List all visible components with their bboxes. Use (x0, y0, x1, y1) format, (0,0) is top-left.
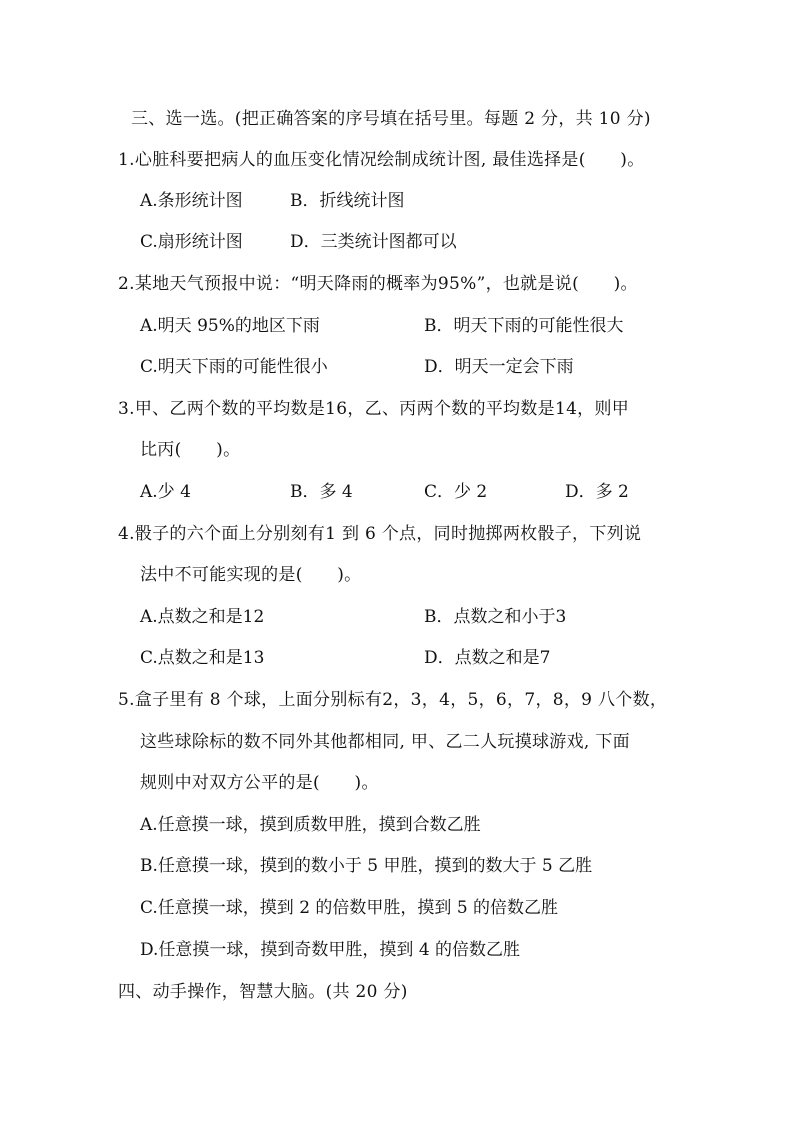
question-5-option-b: B.任意摸一球，摸到的数小于 5 甲胜，摸到的数大于 5 乙胜 (140, 856, 593, 876)
question-4-option-a: A.点数之和是12 (140, 607, 265, 627)
question-1-option-b: B．折线统计图 (290, 191, 405, 211)
question-3-option-d: D．多 2 (565, 482, 629, 502)
question-5-stem-line-1: 5.盒子里有 8 个球，上面分别标有2，3，4，5，6，7，8，9 八个数， (118, 690, 668, 710)
question-5-option-d: D.任意摸一球，摸到奇数甲胜，摸到 4 的倍数乙胜 (140, 940, 521, 960)
question-1-stem: 1.心脏科要把病人的血压变化情况绘制成统计图, 最佳选择是( )。 (118, 150, 645, 170)
question-4-option-c: C.点数之和是13 (140, 648, 265, 668)
question-2-option-a: A.明天 95%的地区下雨 (140, 316, 320, 336)
question-3-option-b: B．多 4 (290, 482, 353, 502)
question-4-stem-line-1: 4.骰子的六个面上分别刻有1 到 6 个点，同时抛掷两枚骰子，下列说 (118, 524, 642, 544)
question-3-option-c: C．少 2 (424, 482, 488, 502)
question-1-option-c: C.扇形统计图 (140, 232, 243, 252)
question-3-option-a: A.少 4 (140, 482, 191, 502)
question-2-option-b: B．明天下雨的可能性很大 (424, 316, 624, 336)
question-5-option-a: A.任意摸一球，摸到质数甲胜，摸到合数乙胜 (140, 815, 481, 835)
question-5-option-c: C.任意摸一球，摸到 2 的倍数甲胜，摸到 5 的倍数乙胜 (140, 898, 559, 918)
section-3-heading: 三、选一选。(把正确答案的序号填在括号里。每题 2 分，共 10 分) (131, 109, 651, 129)
section-4-heading: 四、动手操作，智慧大脑。(共 20 分) (118, 982, 408, 1002)
question-3-stem-line-2: 比丙( )。 (140, 440, 241, 460)
question-5-stem-line-2: 这些球除标的数不同外其他都相同, 甲、乙二人玩摸球游戏, 下面 (140, 732, 630, 752)
question-4-stem-line-2: 法中不可能实现的是( )。 (140, 565, 362, 585)
question-2-option-d: D．明天一定会下雨 (424, 357, 574, 377)
question-4-option-b: B．点数之和小于3 (424, 607, 567, 627)
question-5-stem-line-3: 规则中对双方公平的是( )。 (140, 773, 379, 793)
question-3-stem-line-1: 3.甲、乙两个数的平均数是16，乙、丙两个数的平均数是14，则甲 (118, 399, 630, 419)
question-2-option-c: C.明天下雨的可能性很小 (140, 357, 328, 377)
question-4-option-d: D．点数之和是7 (424, 648, 551, 668)
question-1-option-d: D．三类统计图都可以 (290, 232, 457, 252)
question-1-option-a: A.条形统计图 (140, 191, 243, 211)
question-2-stem: 2.某地天气预报中说：“明天降雨的概率为95%”，也就是说( )。 (118, 274, 638, 294)
